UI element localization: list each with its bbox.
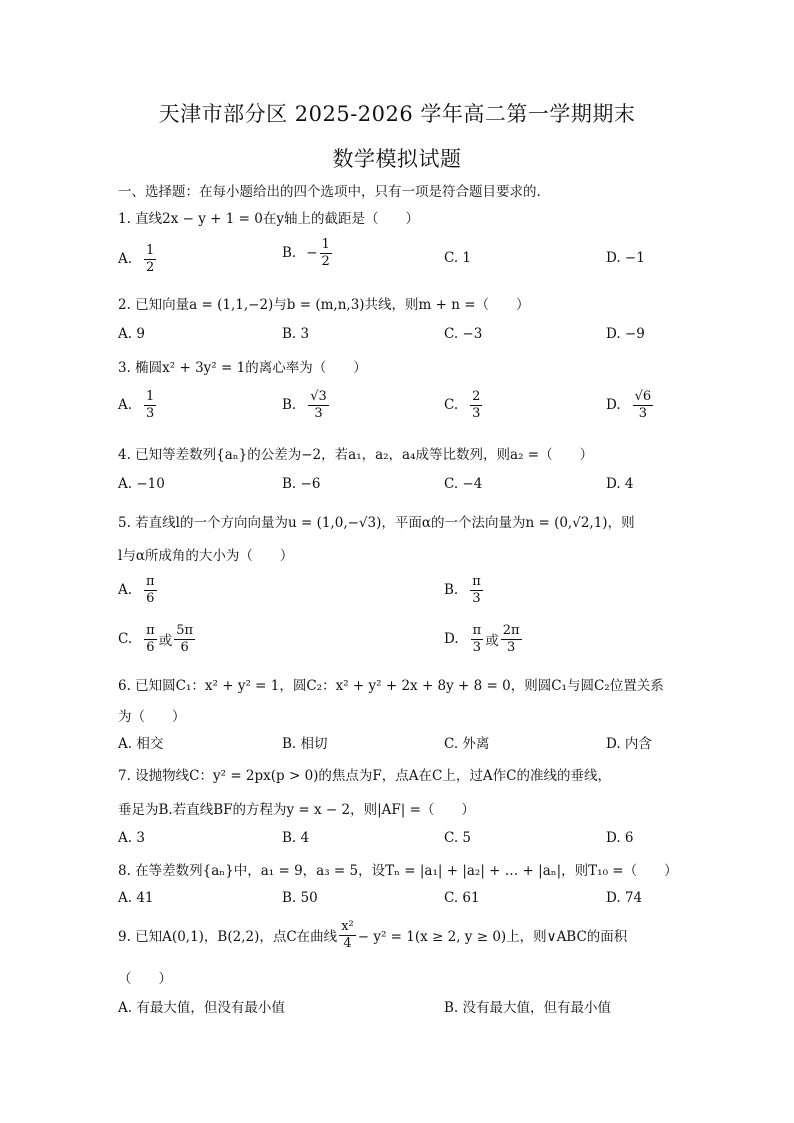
numerator: x² (341, 919, 354, 934)
fraction (144, 244, 156, 274)
exam-subtitle: 数学模拟试题 (332, 147, 462, 171)
fraction (471, 624, 484, 654)
denominator: 2 (146, 259, 155, 275)
fraction (470, 575, 483, 605)
fraction (144, 390, 156, 420)
q3-option-d[interactable] (606, 390, 655, 420)
numerator: 1 (146, 389, 155, 404)
q3-option-a[interactable] (118, 390, 158, 420)
fraction (501, 624, 522, 654)
question-6-stem-line1: 6. 已知圆C₁：x² + y² = 1，圆C₂：x² + y² + 2x + 8y + 8 = 0，则圆C₁与圆C₂位置关系 (118, 678, 664, 694)
stem-text: − y² = 1(x ≥ 2, y ≥ 0)上，则∨ABC的面积 (357, 929, 628, 946)
q2-option-d[interactable]: D. −9 (606, 326, 645, 342)
q7-option-b[interactable]: B. 4 (282, 830, 310, 846)
denominator: 2 (321, 253, 330, 269)
question-5-stem-line1: 5. 若直线l的一个方向向量为u = (1,0,−√3)，平面α的一个法向量为n = (0,√2,1)，则 (118, 515, 635, 531)
minus-sign: − (306, 245, 318, 262)
numerator: π (146, 623, 155, 638)
denominator: 6 (180, 639, 189, 655)
option-label: C. (444, 397, 459, 414)
option-label: D. (444, 631, 459, 648)
q1-option-a[interactable] (118, 244, 158, 274)
question-5-stem-line2: l与α所成角的大小为（ ） (118, 548, 294, 564)
q4-option-d[interactable]: D. 4 (606, 476, 634, 492)
numerator: π (146, 574, 155, 589)
denominator: 6 (146, 590, 155, 606)
denominator: 3 (472, 590, 481, 606)
denominator: 3 (314, 405, 323, 421)
denominator: 3 (472, 405, 481, 421)
numerator: 1 (146, 243, 155, 258)
question-1-stem: 1. 直线2x − y + 1 = 0在y轴上的截距是（ ） (118, 211, 419, 227)
q7-option-c[interactable]: C. 5 (444, 830, 472, 846)
q5-option-c[interactable] (118, 624, 197, 654)
fraction (320, 238, 332, 268)
q3-option-c[interactable] (444, 390, 484, 420)
q2-option-b[interactable]: B. 3 (282, 326, 310, 342)
numerator: π (472, 623, 482, 638)
question-3-stem: 3. 椭圆x² + 3y² = 1的离心率为（ ） (118, 360, 367, 376)
fraction (174, 624, 195, 654)
q6-option-b[interactable]: B. 相切 (282, 736, 328, 752)
q4-option-c[interactable]: C. −4 (444, 476, 483, 492)
or-word: 或 (485, 633, 499, 650)
q8-option-a[interactable]: A. 41 (118, 890, 154, 906)
fraction (144, 575, 157, 605)
q5-option-a[interactable] (118, 575, 159, 605)
question-4-stem: 4. 已知等差数列{aₙ}的公差为−2，若a₁，a₂，a₄成等比数列，则a₂ =（ ） (118, 447, 594, 463)
q4-option-a[interactable]: A. −10 (118, 476, 165, 492)
fraction (470, 390, 482, 420)
fraction (308, 390, 329, 420)
question-7-stem-line2: 垂足为B.若直线BF的方程为y = x − 2，则|AF| =（ ） (118, 802, 475, 818)
q1-option-b[interactable] (282, 238, 334, 268)
exam-title: 天津市部分区 2025-2026 学年高二第一学期期末 (158, 102, 636, 126)
q9-option-a[interactable]: A. 有最大值，但没有最小值 (118, 1000, 285, 1016)
q5-option-b[interactable] (444, 575, 485, 605)
q6-option-d[interactable]: D. 内含 (606, 736, 652, 752)
numerator: √6 (634, 389, 652, 404)
q4-option-b[interactable]: B. −6 (282, 476, 321, 492)
q7-option-d[interactable]: D. 6 (606, 830, 634, 846)
numerator: 2π (502, 623, 520, 638)
numerator: 1 (321, 237, 330, 252)
q5-option-d[interactable] (444, 624, 524, 654)
option-label: B. (282, 245, 297, 262)
denominator: 6 (146, 639, 155, 655)
option-label: B. (444, 582, 459, 599)
question-7-stem-line1: 7. 设抛物线C：y² = 2px(p > 0)的焦点为F，点A在C上，过A作C的准线的垂线， (118, 768, 611, 784)
numerator: π (472, 574, 481, 589)
question-6-stem-line2: 为（ ） (118, 709, 186, 725)
stem-text: 9. 已知A(0,1)，B(2,2)，点C在曲线 (118, 929, 338, 946)
q8-option-b[interactable]: B. 50 (282, 890, 318, 906)
q7-option-a[interactable]: A. 3 (118, 830, 145, 846)
option-label: A. (118, 397, 133, 414)
question-2-stem: 2. 已知向量a = (1,1,−2)与b = (m,n,3)共线，则m + n =（ ） (118, 297, 530, 313)
fraction (633, 390, 654, 420)
q1-option-d[interactable]: D. −1 (606, 250, 645, 266)
q2-option-c[interactable]: C. −3 (444, 326, 483, 342)
question-9-stem-line2: （ ） (118, 971, 172, 987)
section-heading: 一、选择题：在每小题给出的四个选项中，只有一项是符合题目要求的. (118, 184, 541, 200)
q6-option-c[interactable]: C. 外离 (444, 736, 490, 752)
numerator: 5π (176, 623, 194, 638)
denominator: 4 (343, 935, 352, 951)
option-label: D. (606, 397, 621, 414)
question-8-stem: 8. 在等差数列{aₙ}中，a₁ = 9，a₃ = 5，设Tₙ = |a₁| + |a₂| + … + |aₙ|，则T₁₀ =（ ） (118, 863, 678, 879)
numerator: √3 (310, 389, 327, 404)
q8-option-d[interactable]: D. 74 (606, 890, 643, 906)
q9-option-b[interactable]: B. 没有最大值，但有最小值 (444, 1000, 612, 1016)
option-label: A. (118, 251, 133, 268)
option-label: A. (118, 582, 133, 599)
fraction (339, 920, 356, 950)
option-label: B. (282, 397, 297, 414)
or-word: 或 (158, 633, 173, 650)
q3-option-b[interactable] (282, 390, 331, 420)
q2-option-a[interactable]: A. 9 (118, 326, 145, 342)
denominator: 3 (506, 639, 516, 655)
q8-option-c[interactable]: C. 61 (444, 890, 480, 906)
denominator: 3 (472, 639, 482, 655)
denominator: 3 (146, 405, 155, 421)
numerator: 2 (472, 389, 481, 404)
denominator: 3 (638, 405, 648, 421)
q6-option-a[interactable]: A. 相交 (118, 736, 164, 752)
fraction (144, 624, 157, 654)
question-9-stem-line1 (118, 920, 627, 950)
q1-option-c[interactable]: C. 1 (444, 250, 472, 266)
option-label: C. (118, 631, 133, 648)
